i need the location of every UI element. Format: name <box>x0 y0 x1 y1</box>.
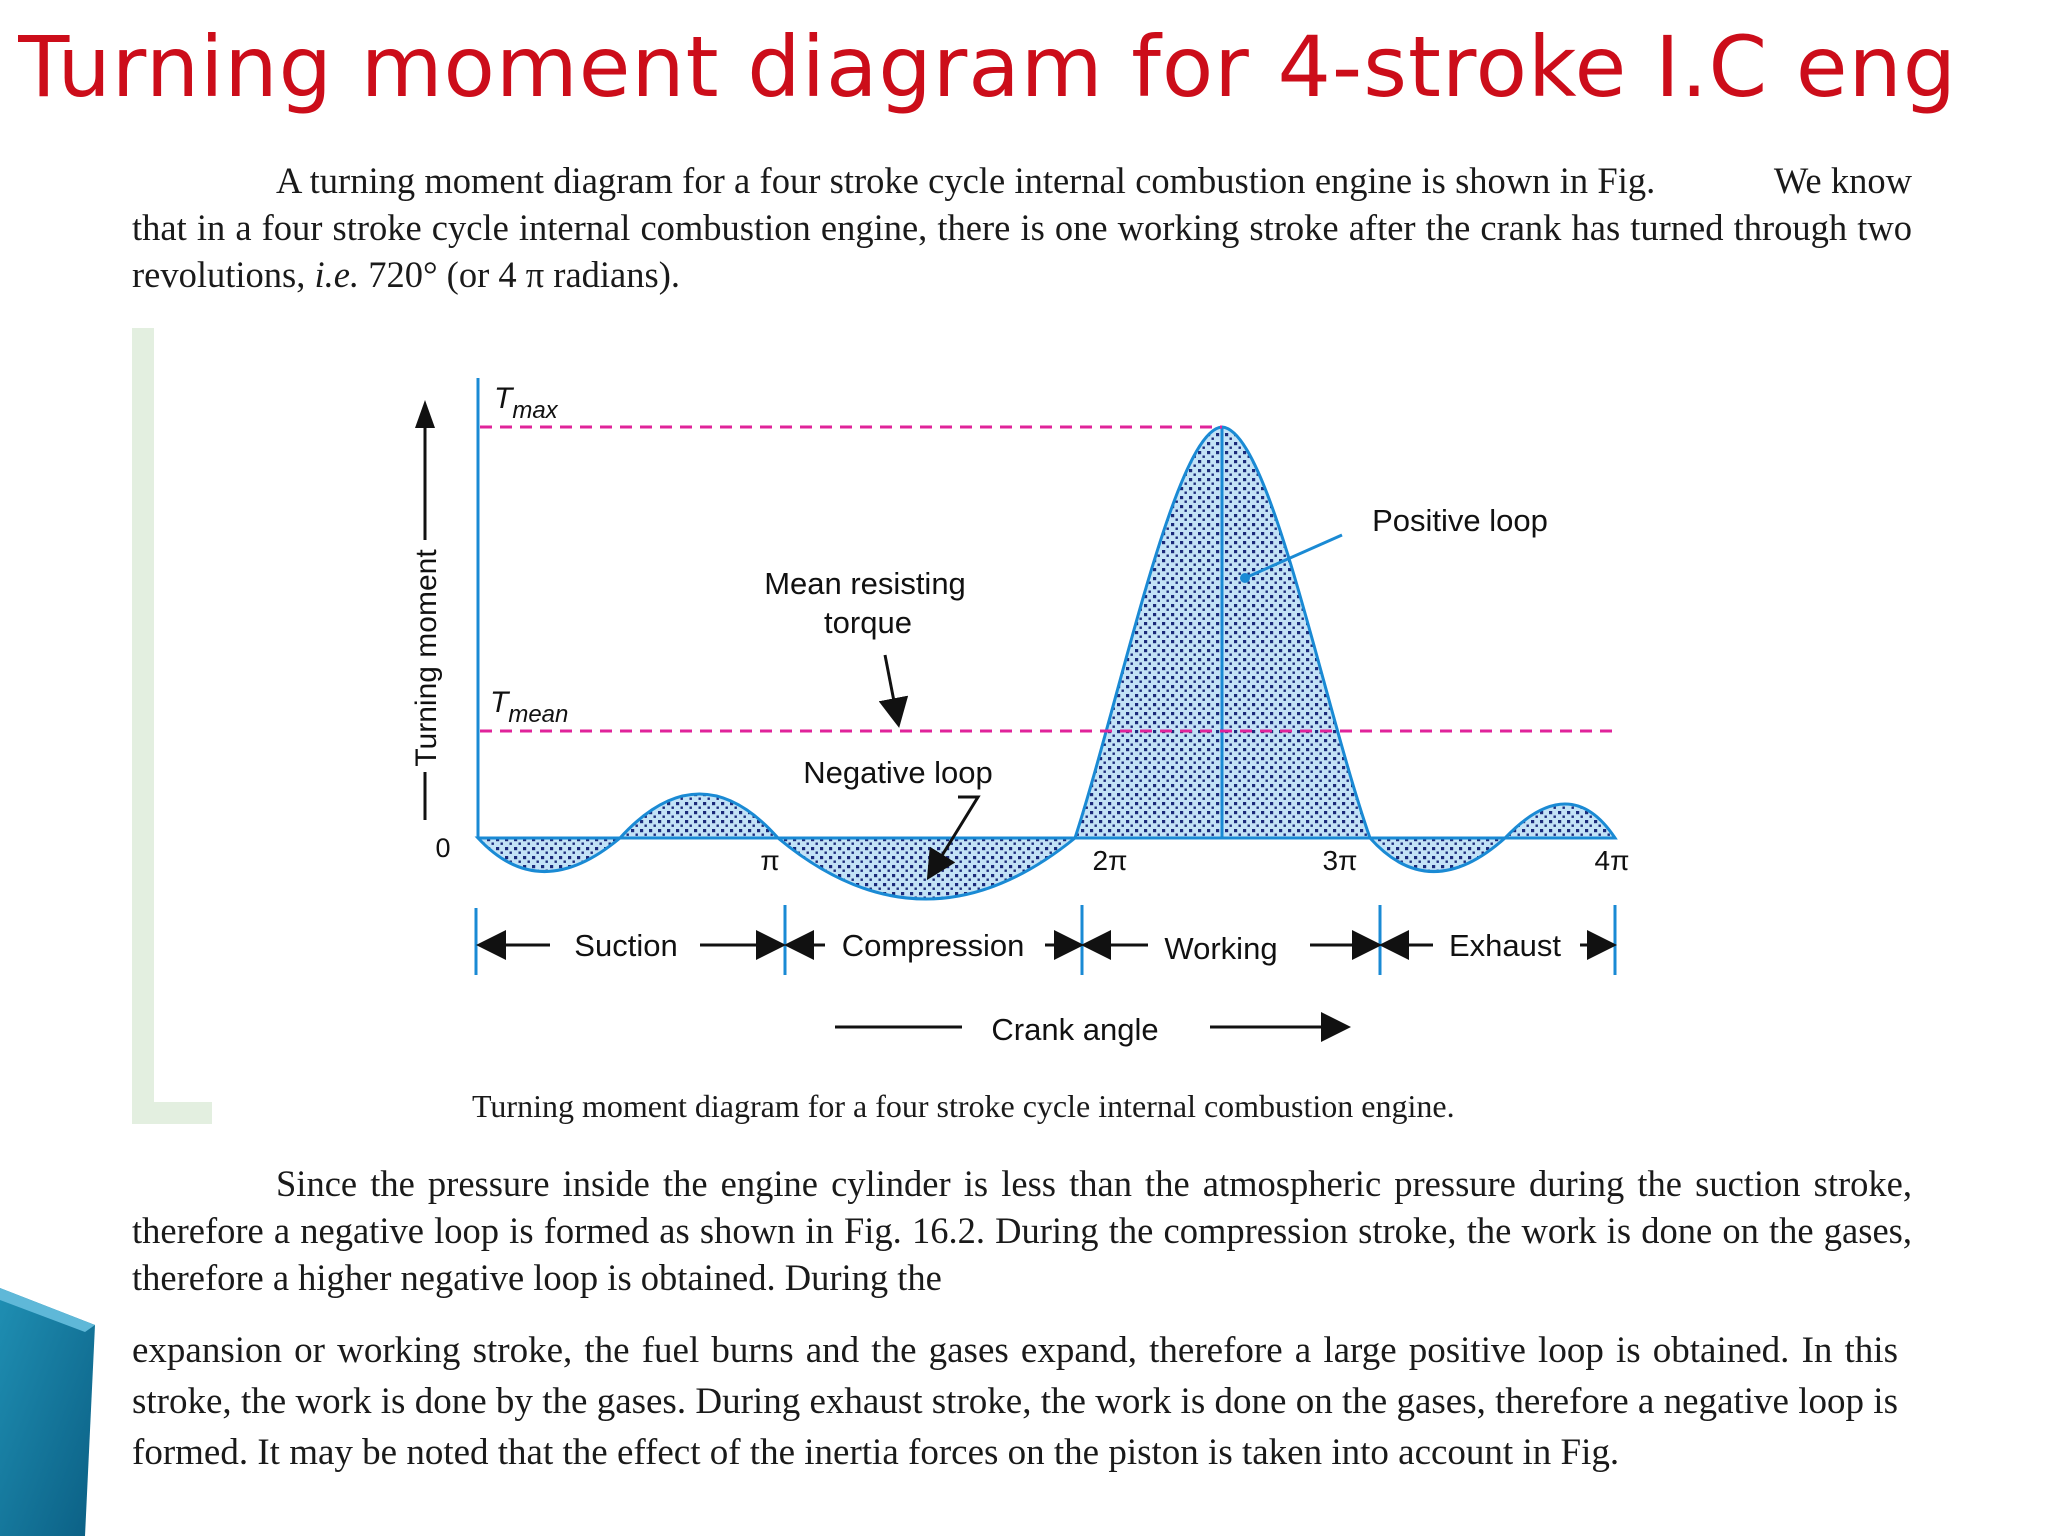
stroke-suction: Suction <box>574 928 678 963</box>
expansion-paragraph: expansion or working stroke, the fuel burns and the gases expand, therefore a large positive loop is obtained. In this stroke, the work is done by the gases. During exhaust stroke, the work is done on the gases, therefore a negative loop is formed. It may be noted that the effect of the inertia forces on the piston is taken into account in Fig. <box>132 1330 1898 1473</box>
positive-loop-label: Positive loop <box>1372 503 1548 538</box>
bracket-decoration-horizontal <box>132 1102 212 1124</box>
mean-resisting-label-2: torque <box>824 605 912 640</box>
exhaust-negative-loop <box>1370 838 1505 872</box>
y-arrow-head <box>415 400 435 428</box>
mean-resisting-arrow <box>885 655 898 722</box>
suction-paragraph: Since the pressure inside the engine cylinder is less than the atmospheric pressure during the suction stroke, therefore a negative loop is formed as shown in Fig. 16.2. During the compression stroke, the work is done on the gases, therefore a higher negative loop is obtained. During the <box>132 1163 1912 1298</box>
tmean-sub: mean <box>508 701 569 728</box>
tick-2pi: 2π <box>1092 845 1128 876</box>
tmean-base: T <box>490 686 509 719</box>
tmax-label <box>494 382 559 424</box>
mean-resisting-label-1: Mean resisting <box>764 566 966 601</box>
tmax-base: T <box>494 382 513 415</box>
tick-4pi: 4π <box>1594 845 1630 876</box>
stroke-compression: Compression <box>841 928 1025 963</box>
stroke-working: Working <box>1164 931 1278 966</box>
slide-title: Turning moment diagram for 4-stroke I.C eng <box>18 18 1958 116</box>
compression-negative-loop <box>778 838 1075 899</box>
suction-positive-bump <box>620 794 778 838</box>
intro-line2: We know that in a four stroke cycle internal combustion engine, there is one working stroke after the crank has turned through two revolutions, <box>132 160 1913 295</box>
intro-tail: 720° (or 4 π radians). <box>368 254 680 295</box>
y-axis-label: Turning moment <box>410 549 443 767</box>
exhaust-positive-bump <box>1505 804 1615 838</box>
tmax-sub: max <box>512 397 558 424</box>
tmean-label <box>490 686 568 728</box>
positive-loop-pointer-dot <box>1240 573 1250 583</box>
tick-pi: π <box>760 845 780 876</box>
slide-corner-decoration <box>0 1240 100 1536</box>
tick-3pi: 3π <box>1322 845 1358 876</box>
suction-negative-loop <box>478 838 620 872</box>
stroke-exhaust: Exhaust <box>1448 928 1562 963</box>
crank-angle-label: Crank angle <box>991 1012 1159 1047</box>
figure-caption: Turning moment diagram for a four stroke cycle internal combustion engine. <box>472 1088 1455 1124</box>
zero-label: 0 <box>435 833 451 863</box>
fig-ref: Fig. <box>1597 160 1656 201</box>
ie-abbrev: i.e. <box>314 254 360 295</box>
intro-line1: A turning moment diagram for a four stroke cycle internal combustion engine is shown in <box>276 160 1589 201</box>
negative-loop-label: Negative loop <box>803 755 993 790</box>
